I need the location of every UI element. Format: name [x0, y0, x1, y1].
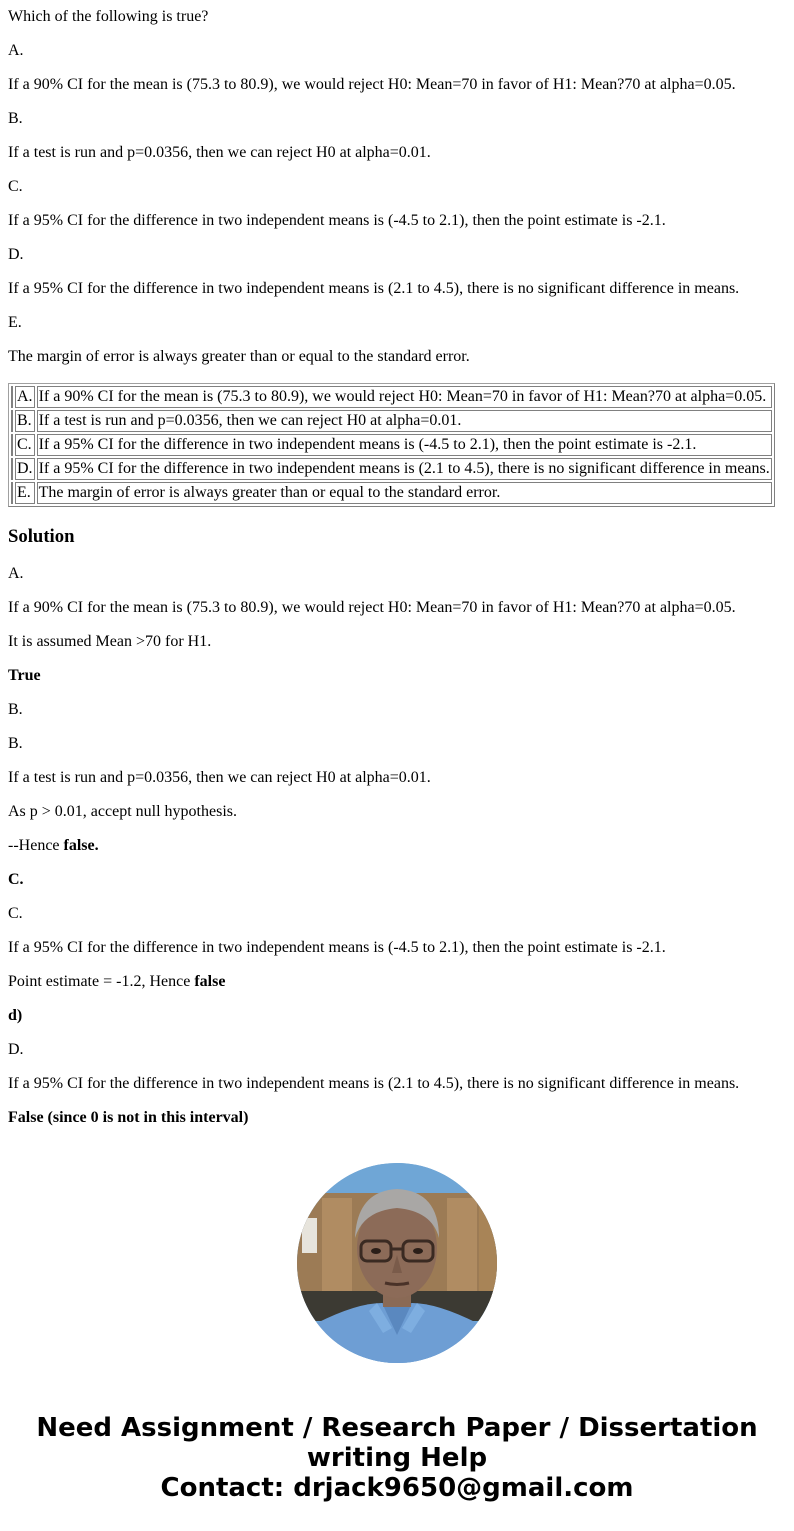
- table-row: [11, 458, 772, 480]
- solution-c-verdict: [8, 973, 786, 991]
- option-a-label: A.: [8, 42, 24, 59]
- solution-b-note: As p > 0.01, accept null hypothesis.: [8, 803, 237, 820]
- promo-line-2: writing Help: [306, 1443, 488, 1473]
- verdict-prefix: --Hence: [8, 837, 64, 854]
- table-text-cell: If a 95% CI for the difference in two independent means is (-4.5 to 2.1), then the point estimate is -2.1.: [37, 434, 772, 456]
- option-d-text: If a 95% CI for the difference in two independent means is (2.1 to 4.5), there is no significant difference in means.: [8, 280, 740, 297]
- avatar-container: [8, 1163, 786, 1363]
- question-prompt: Which of the following is true?: [8, 8, 209, 25]
- table-spacer-cell: [11, 458, 13, 480]
- table-letter-cell: A.: [15, 386, 35, 408]
- table-spacer-cell: [11, 410, 13, 432]
- table-text-cell: The margin of error is always greater than or equal to the standard error.: [37, 482, 772, 504]
- section-label-bold: C.: [8, 871, 24, 888]
- table-spacer-cell: [11, 386, 13, 408]
- table-row: [11, 434, 772, 456]
- solution-a-note: It is assumed Mean >70 for H1.: [8, 633, 212, 650]
- verdict-bold: False (since 0 is not in this interval): [8, 1109, 249, 1126]
- promo-banner: [8, 1413, 786, 1503]
- solution-d-statement: If a 95% CI for the difference in two independent means is (2.1 to 4.5), there is no significant difference in means.: [8, 1075, 740, 1092]
- solution-d-label-bold: [8, 1007, 786, 1025]
- solution-d-verdict: [8, 1109, 786, 1127]
- table-letter-cell: B.: [15, 410, 35, 432]
- table-text-cell: If a 90% CI for the mean is (75.3 to 80.9), we would reject H0: Mean=70 in favor of H1: Mean?70 at alpha=0.05.: [37, 386, 772, 408]
- promo-contact: Contact: drjack9650@gmail.com: [160, 1473, 634, 1503]
- solution-c-statement: If a 95% CI for the difference in two independent means is (-4.5 to 2.1), then the point estimate is -2.1.: [8, 939, 666, 956]
- verdict-bold: false: [194, 973, 226, 990]
- table-letter-cell: C.: [15, 434, 35, 456]
- solution-c-label-bold: [8, 871, 786, 889]
- solution-d-label: D.: [8, 1041, 24, 1058]
- option-e-label: E.: [8, 314, 22, 331]
- option-b-label: B.: [8, 110, 23, 127]
- solution-a-label: A.: [8, 565, 24, 582]
- verdict-prefix: Point estimate = -1.2, Hence: [8, 973, 195, 990]
- option-c-text: If a 95% CI for the difference in two independent means is (-4.5 to 2.1), then the point estimate is -2.1.: [8, 212, 666, 229]
- solution-a-verdict: [8, 667, 786, 685]
- solution-c-label: C.: [8, 905, 23, 922]
- avatar: [297, 1163, 497, 1363]
- verdict-bold: false.: [63, 837, 99, 854]
- verdict-bold: True: [8, 667, 41, 684]
- table-spacer-cell: [11, 482, 13, 504]
- table-row: [11, 410, 772, 432]
- option-e-text: The margin of error is always greater than or equal to the standard error.: [8, 348, 470, 365]
- table-row: [11, 482, 772, 504]
- option-a-text: If a 90% CI for the mean is (75.3 to 80.9), we would reject H0: Mean=70 in favor of H1: Mean?70 at alpha=0.05.: [8, 76, 736, 93]
- document-page: [0, 8, 794, 1503]
- solution-b-label-2: B.: [8, 735, 23, 752]
- solution-b-statement: If a test is run and p=0.0356, then we can reject H0 at alpha=0.01.: [8, 769, 431, 786]
- promo-line-1: Need Assignment / Research Paper / Dissertation: [36, 1413, 758, 1443]
- solution-a-statement: If a 90% CI for the mean is (75.3 to 80.9), we would reject H0: Mean=70 in favor of H1: Mean?70 at alpha=0.05.: [8, 599, 736, 616]
- solution-heading: Solution: [8, 526, 75, 547]
- table-row: [11, 386, 772, 408]
- solution-b-verdict: [8, 837, 786, 855]
- option-b-text: If a test is run and p=0.0356, then we can reject H0 at alpha=0.01.: [8, 144, 431, 161]
- table-letter-cell: E.: [15, 482, 35, 504]
- option-d-label: D.: [8, 246, 24, 263]
- portrait-image-icon: [297, 1163, 497, 1363]
- table-text-cell: If a 95% CI for the difference in two independent means is (2.1 to 4.5), there is no significant difference in means.: [37, 458, 772, 480]
- table-text-cell: If a test is run and p=0.0356, then we can reject H0 at alpha=0.01.: [37, 410, 772, 432]
- table-letter-cell: D.: [15, 458, 35, 480]
- table-spacer-cell: [11, 434, 13, 456]
- section-label-bold: d): [8, 1007, 23, 1024]
- option-c-label: C.: [8, 178, 23, 195]
- solution-b-label-1: B.: [8, 701, 23, 718]
- options-table: [8, 383, 775, 507]
